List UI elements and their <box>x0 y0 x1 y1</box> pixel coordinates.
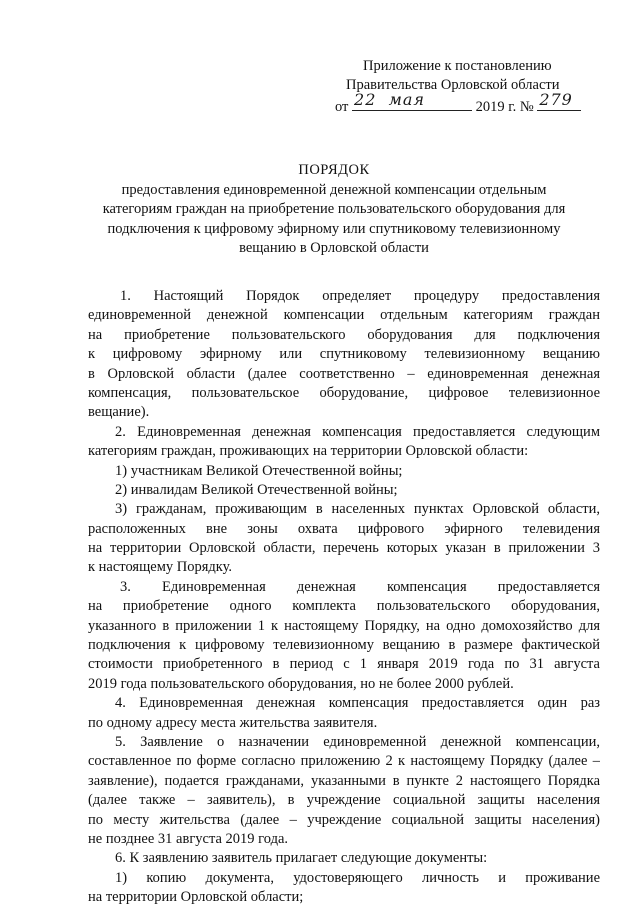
body-line: 2019 года пользовательского оборудования, но не более 2000 рублей. <box>88 675 514 692</box>
body-line: 5. Заявление о назначении единовременной денежной компенсации, <box>115 733 600 750</box>
body-line: категориям граждан, проживающих на территории Орловской области: <box>88 443 529 460</box>
handwritten-number: 279 <box>539 90 573 109</box>
body-line: компенсация, пользовательское оборудование, цифровое телевизионное <box>88 384 600 401</box>
body-line: 6. К заявлению заявитель прилагает следующие документы: <box>115 850 488 867</box>
body-line: к настоящему Порядку. <box>88 559 233 576</box>
handwritten-date <box>354 90 425 109</box>
appendix-header <box>335 57 615 117</box>
body-line: 1) участникам Великой Отечественной войны; <box>115 462 403 479</box>
body-line: расположенных вне зоны охвата цифрового эфирного телевидения <box>88 520 600 537</box>
body-line: на приобретение одного комплекта пользовательского оборудования, <box>88 598 600 615</box>
subtitle-line: подключения к цифровому эфирному или спутниковому телевизионному <box>107 220 561 237</box>
body-line: подключения к цифровому телевизионному вещанию в размере фактической <box>88 637 600 654</box>
document-title <box>70 161 598 259</box>
body-line: не позднее 31 августа 2019 года. <box>88 830 289 847</box>
body-line: стоимости приобретенного в период с 1 января 2019 года по 31 августа <box>88 656 600 673</box>
body-line: 3. Единовременная денежная компенсация предоставляется <box>120 578 600 595</box>
body-line: 1. Настоящий Порядок определяет процедуру предоставления <box>120 288 600 304</box>
body-line: 1) копию документа, удостоверяющего личность и проживание <box>115 869 600 886</box>
body-line: единовременной денежной компенсации отдельным категориям граждан <box>88 307 600 324</box>
body-line: на приобретение пользовательского оборудования для подключения <box>88 326 600 343</box>
body-line: к цифровому эфирному или спутниковому телевизионному вещанию <box>88 346 600 363</box>
date-prefix: от <box>335 99 349 115</box>
body-line: по одному адресу места жительства заявителя. <box>88 714 378 731</box>
body-line: (далее также – заявитель), в учреждение социальной защиты населения <box>88 792 600 809</box>
body-line: вещание). <box>88 404 150 421</box>
header-line-2: Правительства Орловской области <box>346 77 560 93</box>
date-year: 2019 г. № <box>475 99 534 115</box>
header-line-1: Приложение к постановлению <box>363 58 552 74</box>
handwritten-date-field <box>352 90 472 111</box>
body-line: 2. Единовременная денежная компенсация предоставляется следующим <box>115 423 600 440</box>
subtitle-line: предоставления единовременной денежной компенсации отдельным <box>121 181 547 198</box>
title-main: ПОРЯДОК <box>298 162 370 178</box>
body-line: составленное по форме согласно приложению 2 к настоящему Порядку (далее – <box>88 753 600 770</box>
handwritten-day: 22 <box>354 90 377 109</box>
body-line: по месту жительства (далее – учреждение социальной защиты населения) <box>88 811 600 828</box>
subtitle-line: категориям граждан на приобретение пользовательского оборудования для <box>102 201 566 217</box>
date-number-line <box>335 90 615 117</box>
body-line: на территории Орловской области, перечень которых указан в приложении 3 <box>88 540 600 557</box>
body-line: на территории Орловской области; <box>88 889 304 906</box>
handwritten-number-field <box>537 90 581 111</box>
title-subtitle <box>70 181 598 259</box>
body-line: 3) гражданам, проживающим в населенных пунктах Орловской области, <box>115 501 600 518</box>
document-body <box>88 287 600 908</box>
subtitle-line: вещанию в Орловской области <box>239 240 429 256</box>
handwritten-month: мая <box>388 90 425 109</box>
body-line: 4. Единовременная денежная компенсация предоставляется один раз <box>115 695 600 712</box>
body-line: заявление), подается гражданами, указанными в пункте 2 настоящего Порядка <box>88 772 600 789</box>
body-line: в Орловской области (далее соответственно – единовременная денежная <box>88 365 600 382</box>
body-line: указанного в приложении 1 к настоящему Порядку, на одно домохозяйство для <box>88 617 600 634</box>
body-line: 2) инвалидам Великой Отечественной войны; <box>115 481 398 498</box>
